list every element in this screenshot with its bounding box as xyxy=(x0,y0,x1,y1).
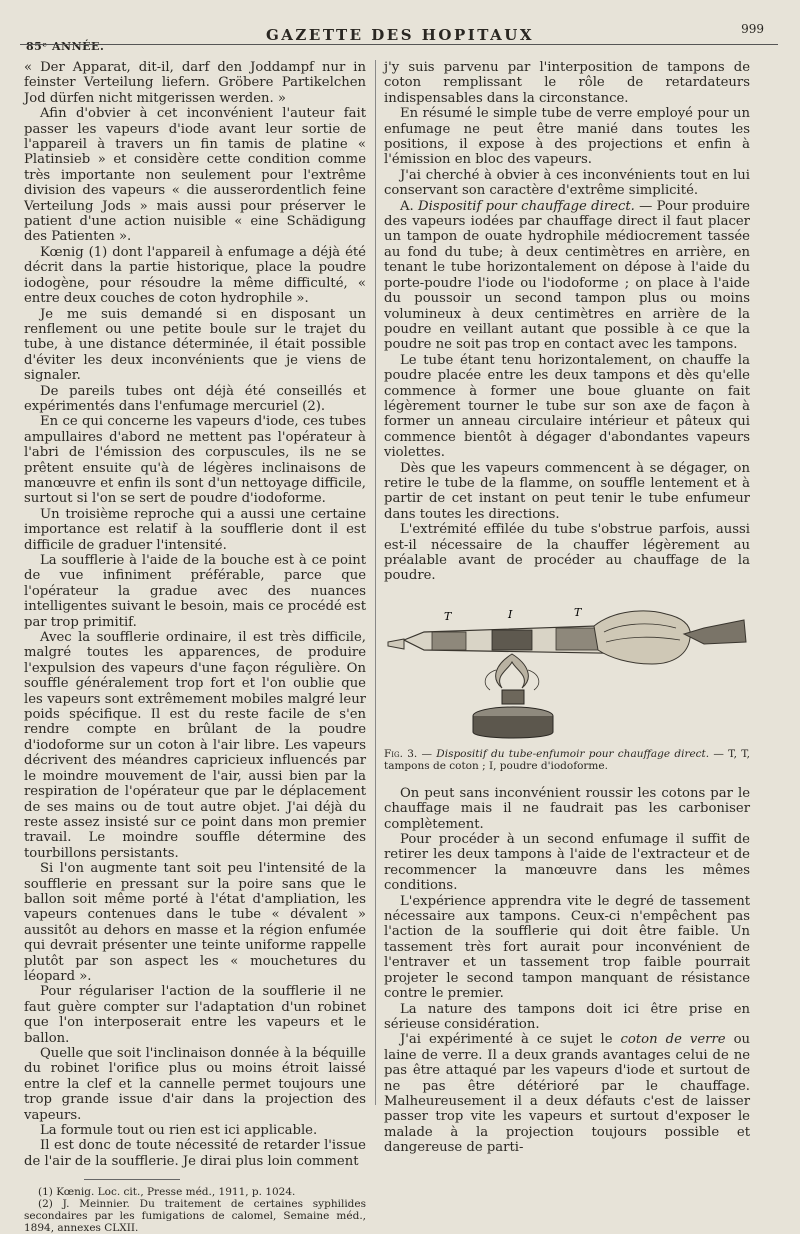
tube-illustration xyxy=(384,592,750,742)
label-t1: T xyxy=(444,609,452,623)
flame-curl xyxy=(485,670,496,690)
text-run: J'ai expérimenté à ce sujet le xyxy=(400,1032,621,1048)
paragraph: Avec la soufflerie ordinaire, il est très difficile, malgré toutes les apparences, de produire l'expulsion des vapeurs d'une façon régulière. On souffle généralement trop fort et l'on oublie que les vapeurs sont extrêmement mobiles malgré leur poids spécifique. Il est du reste facile de s'en rendre compte en brûlant de la poudre d'iodoforme sur un coton à l'air libre. Les vapeurs décrivent des méandres capricieux influencés par le moindre mouvement de l'air, aussi bien par la respiration de l'opérateur que par le déplacement de ses mains ou de tout autre objet. J'ai déjà du reste assez insisté sur ce point dans mon premier travail. Le moindre souffle détermine des tourbillons persistants. xyxy=(24,630,366,861)
page-number: 999 xyxy=(741,22,764,36)
paragraph: j'y suis parvenu par l'interposition de tampons de coton remplissant le rôle de retardateurs indispensables dans la circonstance. xyxy=(384,60,750,106)
rubber-bulb xyxy=(684,620,746,644)
cotton-plug-1 xyxy=(432,632,466,650)
column-divider xyxy=(375,60,376,1105)
left-column xyxy=(24,60,366,1234)
figure-number: Fig. 3. xyxy=(384,747,418,760)
burner-base xyxy=(473,716,553,738)
section-title: Dispositif pour chauffage direct. xyxy=(418,198,635,214)
paragraph: J'ai cherché à obvier à ces inconvénients tout en lui conservant son caractère d'extrême simplicité. xyxy=(384,167,750,199)
flame xyxy=(496,654,529,688)
burner-wick xyxy=(502,690,524,704)
section-a-paragraph xyxy=(384,199,750,353)
paragraph: La formule tout ou rien est ici applicable. xyxy=(40,1123,318,1139)
paragraph xyxy=(384,1032,750,1155)
paragraph: Pour procéder à un second enfumage il suffit de retirer les deux tampons à l'aide de l'extracteur et de recommencer la manœuvre dans les mêmes conditions. xyxy=(384,832,750,894)
paragraph: La nature des tampons doit ici être prise en sérieuse considération. xyxy=(384,1001,750,1032)
paragraph: De pareils tubes ont déjà été conseillés et expérimentés dans l'enfumage mercuriel (2). xyxy=(24,383,366,414)
section-label: A. xyxy=(400,198,414,214)
right-column xyxy=(384,60,750,1156)
paragraph: La soufflerie à l'aide de la bouche est à ce point de vue infiniment préférable, parce que l'opérateur la gradue avec des nuances intelligentes suivant le besoin, mais ce procédé est par trop primitif. xyxy=(24,553,366,630)
paragraph: En ce qui concerne les vapeurs d'iode, ces tubes ampullaires d'abord ne mettent pas l'opérateur à l'abri de l'émission des corpuscules, ils ne se prêtent ensuite qu'à de légères inclinaisons de manœuvre et enfin ils sont d'un nettoyage difficile, surtout si l'on se sert de poudre d'iodoforme. xyxy=(24,414,366,507)
paragraph: Un troisième reproche qui a aussi une certaine importance est relatif à la soufflerie dont il est difficile de graduer l'intensité. xyxy=(24,506,366,553)
paragraph: « Der Apparat, dit-il, darf den Joddampf nur in feinster Verteilung liefern. Gröbere Partikelchen Jod dürfen nicht mitgerissen werden. » xyxy=(24,60,366,106)
paragraph: L'expérience apprendra vite le degré de tassement nécessaire aux tampons. Ceux-ci n'empêchent pas l'action de la soufflerie qui doit être faible. Un tassement très fort aurait pour inconvénient de l'entraver et un tassement trop faible pourrait projeter le second tampon manquant de résistance contre le premier. xyxy=(384,893,750,1002)
section-text: — Pour produire des vapeurs iodées par chauffage direct il faut placer un tampon de ouate hydrophile médiocrement tassée au fond du tube; à deux centimètres en arrière, en tenant le tube horizontalement on dépose à l'aide du porte-poudre l'iode ou l'iodoforme ; on place à l'aide du poussoir un second tampon plus ou moins volumineux à deux centimètres en arrière de la poudre en veillant autant que possible à ce que la poudre ne soit pas trop en contact avec les tampons. xyxy=(384,198,750,353)
paragraph: En résumé le simple tube de verre employé pour un enfumage ne peut être manié dans toutes les positions, il expose à des projections et enfin à l'émission en bloc des vapeurs. xyxy=(384,106,750,168)
italic-term: coton de verre xyxy=(620,1032,726,1048)
figure-legend: — T, T, tampons de coton ; I, poudre d'iodoforme. xyxy=(384,747,751,772)
paragraph: Si l'on augmente tant soit peu l'intensité de la soufflerie en pressant sur la poire sans que le ballon soit même porté à l'état d'ampliation, les vapeurs contenues dans le tube « dévalent » aussitôt au dehors en masse et la région enfumée qui devrait présenter une teinte uniforme rappelle plutôt par son aspect les « mouchetures du léopard ». xyxy=(24,861,366,984)
paragraph: L'extrémité effilée du tube s'obstrue parfois, aussi est-il nécessaire de la chauffer légèrement au préalable avant de procéder au chauffage de la poudre. xyxy=(384,522,750,584)
iodoform-powder xyxy=(492,630,532,650)
paragraph: Dès que les vapeurs commencent à se dégager, on retire le tube de la flamme, on souffle lentement et à partir de cet instant on peut tenir le tube enfumeur dans toutes les directions. xyxy=(384,460,750,522)
paragraph: Le tube étant tenu horizontalement, on chauffe la poudre placée entre les deux tampons et dès qu'elle commence à former une boue gluante on fait légèrement tourner le tube sur son axe de façon à former un anneau circulaire intérieur et pâteux qui commence bientôt à dégager d'abondantes vapeurs violettes. xyxy=(384,352,750,461)
figure-tube-enfumoir xyxy=(384,592,750,742)
flame-curl xyxy=(528,670,539,690)
header-rule xyxy=(20,44,778,45)
label-i: I xyxy=(508,607,513,621)
paragraph: Quelle que soit l'inclinaison donnée à la béquille du robinet l'orifice plus ou moins étroit laissé entre la clef et la cannelle permet toujours une trop grande issue d'air dans la projection des vapeurs. xyxy=(24,1046,366,1123)
paragraph: Kœnig (1) dont l'appareil à enfumage a déjà été décrit dans la partie historique, place la poudre iodogène, pour résoudre la même difficulté, « entre deux couches de coton hydrophile ». xyxy=(24,244,366,307)
text-run: ou laine de verre. Il a deux grands avantages celui de ne pas être attaqué par les vapeurs d'iode et surtout de ne pas être détérioré par le chauffage. Malheureusement il a deux défauts c'est de laisser passer trop vite les vapeurs et surtout d'exposer le malade à la projection toujours possible et dangereuse de parti- xyxy=(384,1032,751,1156)
paragraph: Afin d'obvier à cet inconvénient l'auteur fait passer les vapeurs d'iode avant leur sortie de l'appareil à travers un fin tamis de platine « Platinsieb » et considère cette condition comme très importante non seulement pour l'extrême division des vapeurs « die ausserordentlich feine Verteilung Jods » mais aussi pour préserver le patient d'une action nuisible « eine Schädigung des Patienten ». xyxy=(24,106,366,245)
label-t2: T xyxy=(574,605,582,619)
paragraph: On peut sans inconvénient roussir les cotons par le chauffage mais il ne faudrait pas les carboniser complètement. xyxy=(384,785,750,832)
tube-tip xyxy=(388,639,404,649)
volume-year: 85ᵉ ANNÉE. xyxy=(26,40,105,53)
journal-title: GAZETTE DES HOPITAUX xyxy=(265,26,534,44)
paragraph: Pour régulariser l'action de la soufflerie il ne faut guère compter sur l'adaptation d'un robinet que l'on interposerait entre les vapeurs et le ballon. xyxy=(24,984,366,1046)
footnote: (1) Kœnig. Loc. cit., Presse méd., 1911, p. 1024. xyxy=(38,1186,296,1199)
paragraph: Je me suis demandé si en disposant un renflement ou une petite boule sur le trajet du tube, à une distance déterminée, il était possible d'éviter les deux inconvénients que je viens de signaler. xyxy=(24,306,366,384)
footnote: (2) J. Meinnier. Du traitement de certaines syphilides secondaires par les fumigations de calomel, Semaine méd., 1894, annexes CLXII. xyxy=(24,1198,366,1234)
paragraph: Il est donc de toute nécessité de retarder l'issue de l'air de la soufflerie. Je dirai plus loin comment xyxy=(24,1138,366,1169)
figure-caption xyxy=(384,748,750,772)
footnote-rule xyxy=(84,1179,180,1180)
hand-drawing xyxy=(594,611,690,664)
cotton-plug-2 xyxy=(556,628,600,650)
figure-title: — Dispositif du tube-enfumoir pour chauffage direct. xyxy=(417,747,710,760)
